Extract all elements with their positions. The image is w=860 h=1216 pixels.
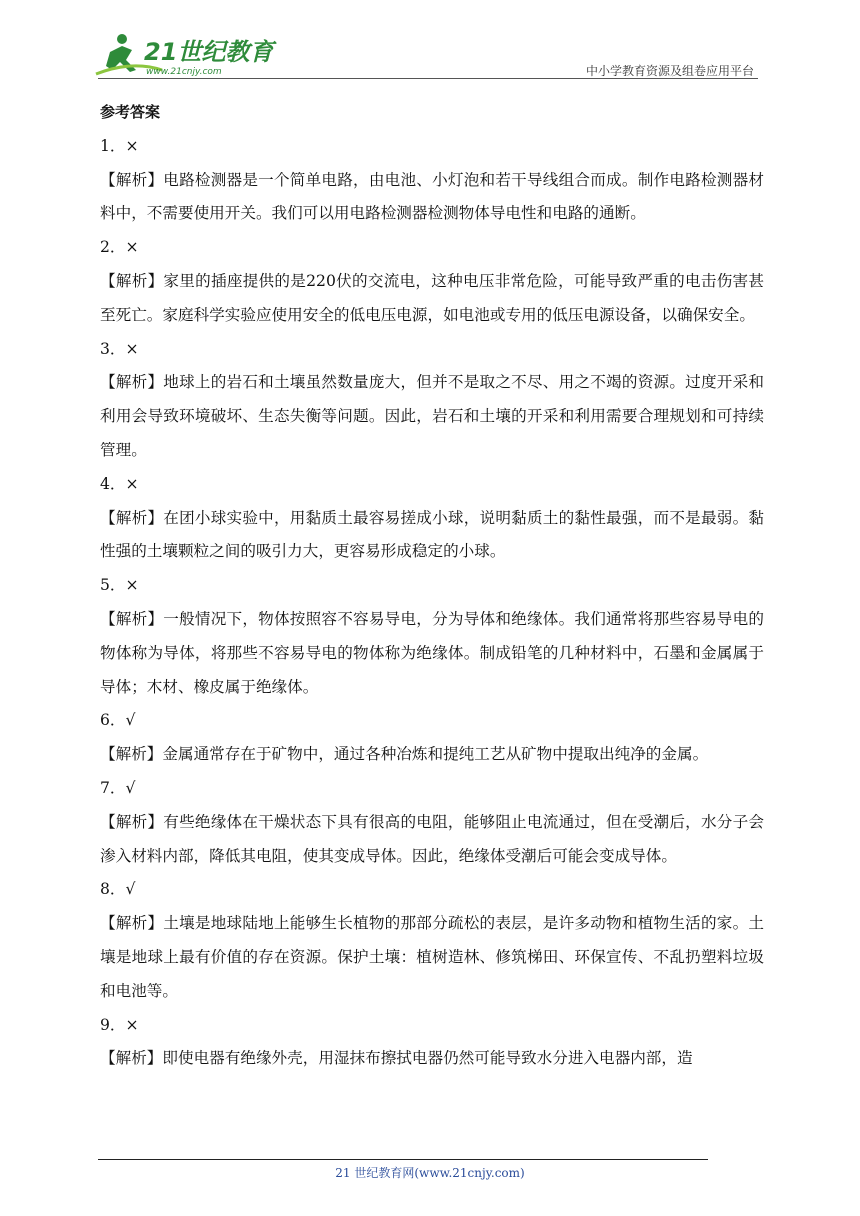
answer-item xyxy=(100,130,764,231)
answer-number: 4．× xyxy=(100,474,139,493)
answer-item xyxy=(100,1009,764,1077)
logo-sub-text: www.21cnjy.com xyxy=(146,67,222,77)
answer-number: 2．× xyxy=(100,238,139,257)
site-logo xyxy=(92,30,332,78)
answer-item xyxy=(100,772,764,873)
answer-number: 3．× xyxy=(100,339,139,358)
logo-main-text: 21世纪教育 xyxy=(144,38,274,66)
answer-number: 6．√ xyxy=(100,711,136,730)
answer-item xyxy=(100,704,764,772)
answer-content xyxy=(100,96,764,1076)
answer-explanation: 【解析】有些绝缘体在干燥状态下具有很高的电阻，能够阻止电流通过，但在受潮后，水分子会渗入材料内部，降低其电阻，使其变成导体。因此，绝缘体受潮后可能会变成导体。 xyxy=(100,812,764,865)
answer-number: 5．× xyxy=(100,576,139,595)
answer-explanation: 【解析】在团小球实验中，用黏质土最容易搓成小球，说明黏质土的黏性最强，而不是最弱。黏性强的土壤颗粒之间的吸引力大，更容易形成稳定的小球。 xyxy=(100,508,764,561)
answer-explanation: 【解析】土壤是地球陆地上能够生长植物的那部分疏松的表层，是许多动物和植物生活的家。土壤是地球上最有价值的存在资源。保护土壤：植树造林、修筑梯田、环保宣传、不乱扔塑料垃圾和电池等。 xyxy=(100,914,764,1000)
answer-explanation: 【解析】地球上的岩石和土壤虽然数量庞大，但并不是取之不尽、用之不竭的资源。过度开采和利用会导致环境破坏、生态失衡等问题。因此，岩石和土壤的开采和利用需要合理规划和可持续管理。 xyxy=(100,373,764,459)
header-divider xyxy=(98,78,758,79)
answer-item xyxy=(100,333,764,468)
platform-name: 中小学教育资源及组卷应用平台 xyxy=(585,64,754,78)
page-header xyxy=(92,30,762,80)
answer-item xyxy=(100,569,764,704)
answer-item xyxy=(100,873,764,1008)
answer-explanation: 【解析】电路检测器是一个简单电路，由电池、小灯泡和若干导线组合而成。制作电路检测器材料中，不需要使用开关。我们可以用电路检测器检测物体导电性和电路的通断。 xyxy=(100,170,764,223)
page-footer: 21 世纪教育网(www.21cnjy.com) xyxy=(335,1166,525,1180)
answer-number: 1．× xyxy=(100,136,139,155)
answer-explanation: 【解析】即使电器有绝缘外壳，用湿抹布擦拭电器仍然可能导致水分进入电器内部，造 xyxy=(100,1049,693,1068)
answer-number: 7．√ xyxy=(100,778,136,797)
answer-item xyxy=(100,231,764,332)
section-title: 参考答案 xyxy=(100,103,161,121)
answer-number: 9．× xyxy=(100,1015,139,1034)
answer-number: 8．√ xyxy=(100,880,136,899)
answer-explanation: 【解析】一般情况下，物体按照容不容易导电，分为导体和绝缘体。我们通常将那些容易导电的物体称为导体，将那些不容易导电的物体称为绝缘体。制成铅笔的几种材料中，石墨和金属属于导体；木材、橡皮属于绝缘体。 xyxy=(100,609,764,696)
answer-explanation: 【解析】家里的插座提供的是220伏的交流电，这种电压非常危险，可能导致严重的电击伤害甚至死亡。家庭科学实验应使用安全的低电压电源，如电池或专用的低压电源设备，以确保安全。 xyxy=(100,271,764,324)
answer-explanation: 【解析】金属通常存在于矿物中，通过各种冶炼和提纯工艺从矿物中提取出纯净的金属。 xyxy=(100,745,709,764)
answer-item xyxy=(100,468,764,569)
footer-divider xyxy=(98,1159,708,1160)
